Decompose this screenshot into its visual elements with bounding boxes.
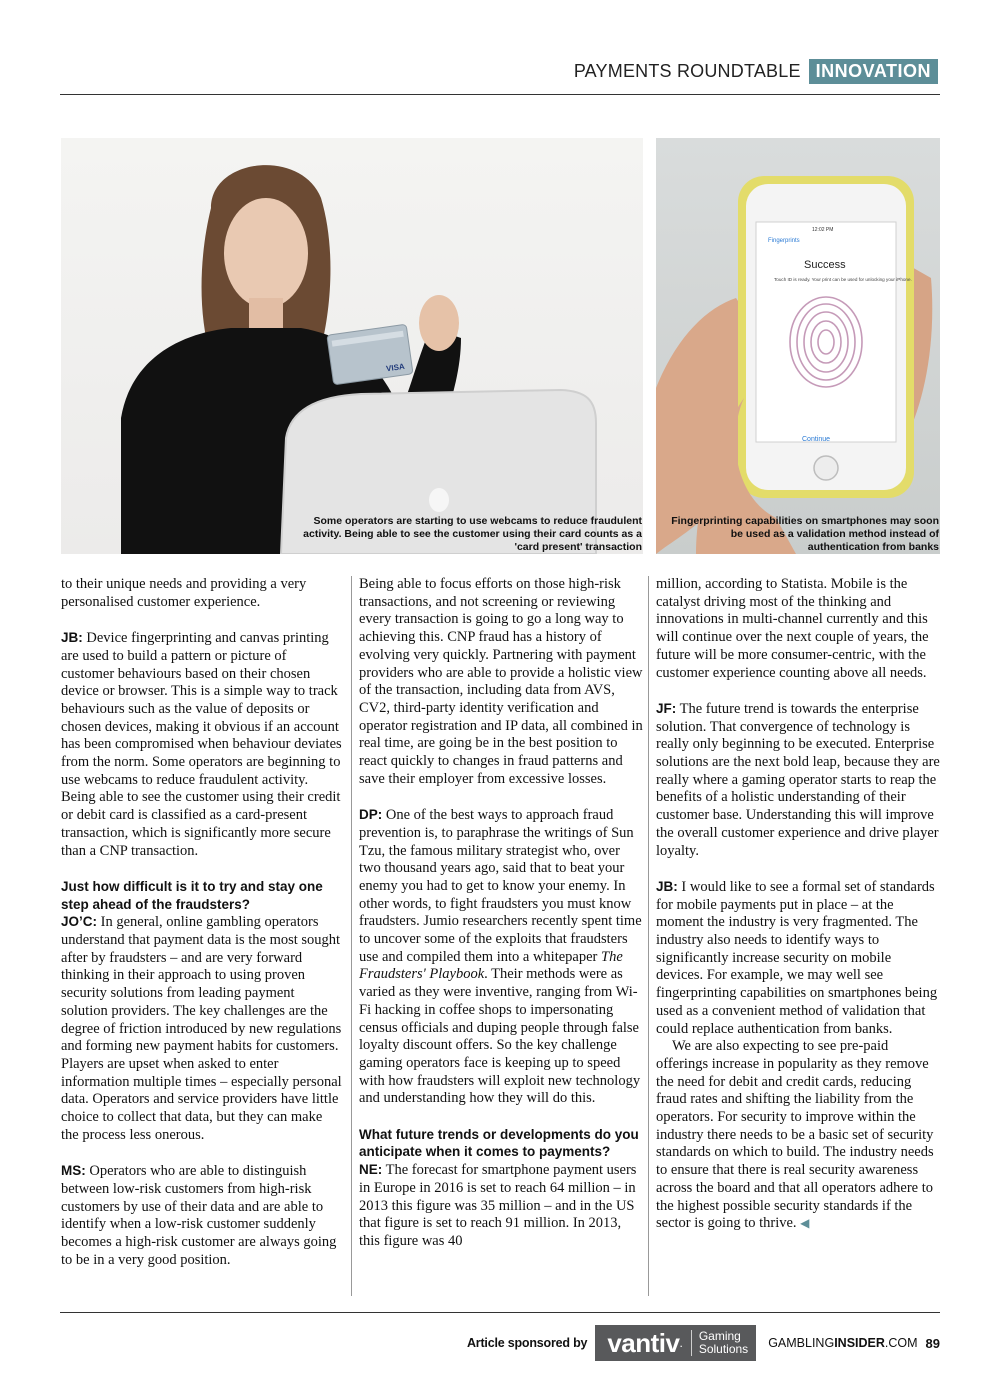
text-column-3 <box>656 576 940 1233</box>
website-name: GAMBLINGINSIDER.COM <box>768 1336 918 1350</box>
phone-success-title: Success <box>804 259 846 271</box>
text-column-1 <box>61 576 343 1269</box>
vantiv-logo <box>595 1325 756 1361</box>
paragraph <box>656 700 940 860</box>
logo-subtitle: Gaming Solutions <box>698 1329 749 1356</box>
speaker-initials: JB: <box>61 630 83 646</box>
photo-caption-left: Some operators are starting to use webcams to reduce fraudulent activity. Being able to see the customer using their card counts as a 'card present' transaction <box>303 515 642 553</box>
running-header <box>574 58 938 85</box>
speaker-initials: DP: <box>359 807 383 823</box>
footer-rule <box>60 1312 940 1313</box>
phone-continue-link: Continue <box>802 436 831 443</box>
woman-with-card-illustration <box>61 138 643 554</box>
end-of-article-icon: ◀ <box>800 1216 810 1231</box>
answer-text: . Their methods were as varied as they were inventive, ranging from Wi-Fi hacking in coffee shops to impersonating census officials and duping people through false loyalty discount offers. So the key challenge gaming operators face is keeping up to speed with how fraudsters will exploit new technology and understanding how they will do this. <box>359 966 641 1107</box>
speaker-initials: JF: <box>656 700 677 716</box>
answer-text: The future trend is towards the enterprise solution. That convergence of technology is really only beginning to be executed. Enterprise solutions are the next bold leap, because they are really where a gaming operator starts to reap the benefits of a holistic understanding of their customer base. Understanding this will improve the overall customer experience and drive player loyalty. <box>656 700 940 859</box>
home-button-icon <box>814 456 838 480</box>
speaker-initials: MS: <box>61 1163 86 1179</box>
paragraph <box>61 629 343 860</box>
answer-text: Device fingerprinting and canvas printing are used to build a pattern or picture of customer behaviours based on their chosen device or browser. This is a simple way to track behaviours such as the value of deposits or chosen devices, making it obvious if an account has been compromised when behaviour deviates from the norm. Some operators are beginning to use webcams to reduce fraudulent activity. Being able to see the customer using their credit or debit card is classified as a card-present transaction, which is significantly more secure than a CNP transaction. <box>61 630 342 859</box>
paragraph: Being able to focus efforts on those high-risk transactions, and not screening or reviewing every transaction is going to go a long way to achieving this. CNP fraud has a history of evolving very quickly. Partnering with payment providers who are able to provide a holistic view of the transaction, including data from AVS, CV2, third-party identity verification and operator registration and IP data, all combined in real time, are going be in the best position to react quickly to changes in fraud patterns and save their employer from excessive losses. <box>359 576 643 787</box>
photo-fingerprint-phone <box>656 138 940 554</box>
text-column-2 <box>359 576 643 1251</box>
paragraph: million, according to Statista. Mobile is the catalyst driving most of the thinking and innovations in multi-channel currently and this will continue over the next couple of years, the future will be more consumer-centric, with the customer experience counting above all needs. <box>656 576 929 681</box>
question-heading: Just how difficult is it to try and stay one step ahead of the fraudsters? <box>61 878 323 912</box>
speaker-initials: NE: <box>359 1162 383 1178</box>
column-divider <box>351 576 352 1296</box>
section-title: PAYMENTS ROUNDTABLE <box>573 61 801 81</box>
paragraph: to their unique needs and providing a very personalised customer experience. <box>61 576 307 610</box>
paragraph <box>61 913 343 1144</box>
logo-wordmark: vantiv <box>607 1327 680 1358</box>
paragraph <box>359 1161 643 1251</box>
photo-webcam-card <box>61 138 643 554</box>
answer-text: Operators who are able to distinguish between low-risk customers from high-risk customers by use of their data and are able to identify when a low-risk customer suddenly becomes a high-risk customer are always going to be in a very good position. <box>61 1163 337 1268</box>
phone-back-link: Fingerprints <box>768 238 800 244</box>
phone-fingerprint-illustration <box>656 138 940 554</box>
phone-status-time: 12:02 PM <box>812 227 834 233</box>
card-brand-text: VISA <box>385 361 406 374</box>
answer-text: We are also expecting to see pre-paid offerings increase in popularity as they remove the need for debit and credit cards, reducing fraud rates and shifting the liability from the operators. For security to improve within the industry there needs to be a basic set of security standards on which to build. The industry needs to ensure that there is real security awareness across the board and that all operators adhere to the highest possible security standards if the sector is going to thrive. <box>656 1038 934 1232</box>
paragraph <box>656 878 940 1038</box>
answer-text: In general, online gambling operators understand that payment data is the most sought after by fraudsters – and are very forward thinking in their approach to using proven security solutions from leading payment solution providers. The key challenges are the degree of friction introduced by new regulations and forming new payment habits for customers. Players are upset when asked to enter information multiple times – especially personal data. Operators and service providers have little choice to collect that data, but they can make the process less onerous. <box>61 914 342 1143</box>
phone-success-text: Touch ID is ready. Your print can be used for unlocking your iPhone. <box>774 277 912 282</box>
page-footer <box>467 1322 940 1364</box>
sponsor-label: Article sponsored by <box>466 1336 588 1350</box>
page-number: 89 <box>925 1335 940 1351</box>
logo-separator <box>691 1330 692 1356</box>
speaker-initials: JB: <box>656 878 678 894</box>
logo-dot: . <box>679 1336 683 1350</box>
column-divider <box>648 576 649 1296</box>
speaker-initials: JO’C: <box>61 914 98 930</box>
paragraph <box>359 806 643 1108</box>
header-rule <box>60 94 940 95</box>
section-tag: INNOVATION <box>809 59 938 84</box>
photo-caption-right: Fingerprinting capabilities on smartphones may soon be used as a validation method instead of authentication from banks <box>671 515 939 553</box>
paragraph <box>656 1038 940 1233</box>
question-heading: What future trends or developments do you anticipate when it comes to payments? <box>359 1126 639 1160</box>
whitepaper-title: The Fraudsters' Playbook <box>359 948 623 983</box>
answer-text: The forecast for smartphone payment users in Europe in 2016 is set to reach 64 million – in 2013 this figure was 35 million – and in the US that figure is set to reach 91 million. In 2013, this figure was 40 <box>359 1162 637 1249</box>
answer-text: One of the best ways to approach fraud prevention is, to paraphrase the writings of Sun Tzu, the famous military strategist who, over two thousand years ago, said that to beat your enemy you had to get to know your enemy. In other words, to fight fraudsters you must know fraudsters. Jumio researchers recently spent time to uncover some of the exploits that fraudsters use and compiled them into a whitepaper <box>359 807 642 965</box>
paragraph <box>61 1162 343 1269</box>
answer-text: I would like to see a formal set of standards for mobile payments put in place – at the moment the industry is very fragmented. The industry also needs to identify ways to significantly increase security on mobile devices. For example, we may well see fingerprinting capabilities on smartphones being used as a convenient method of validation that could replace authentication from banks. <box>656 878 938 1037</box>
